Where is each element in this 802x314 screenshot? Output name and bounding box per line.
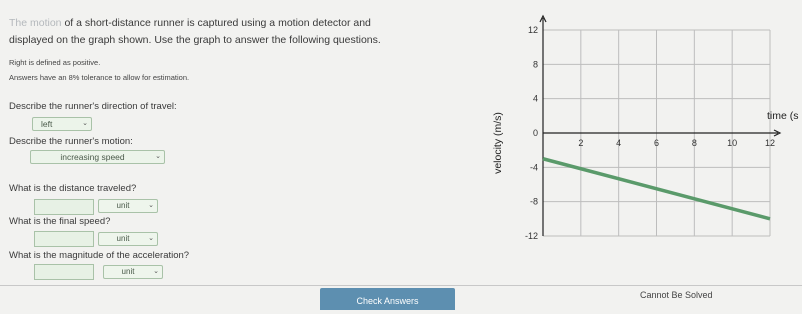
chevron-down-icon: ⌄: [153, 268, 159, 275]
cannot-be-solved-link[interactable]: Cannot Be Solved: [640, 290, 713, 300]
x-tick-label: 8: [691, 138, 697, 148]
check-answers-button[interactable]: Check Answers: [320, 288, 455, 310]
x-tick-label: 6: [653, 138, 660, 148]
acceleration-unit-value: unit: [121, 267, 135, 276]
x-tick-label: 2: [578, 138, 584, 148]
chevron-down-icon: ⌄: [82, 120, 88, 127]
footer-divider: [0, 285, 802, 286]
y-tick-label: -12: [524, 231, 538, 241]
chevron-down-icon: ⌄: [155, 153, 161, 160]
direction-value: left: [41, 119, 53, 129]
distance-prompt: What is the distance traveled?: [9, 183, 137, 194]
y-tick-label: -4: [529, 162, 538, 173]
x-axis-label: time (s: [767, 110, 799, 122]
note-positive-direction: Right is defined as positive.: [9, 58, 101, 67]
direction-prompt: Describe the runner's direction of travel:: [9, 101, 177, 112]
y-tick-label: -8: [529, 196, 538, 207]
x-tick-label: 4: [616, 138, 622, 148]
y-tick-label: 4: [532, 93, 538, 104]
x-tick-label: 10: [727, 138, 738, 148]
final-speed-prompt: What is the final speed?: [9, 216, 111, 227]
distance-unit-value: unit: [116, 201, 130, 210]
chart-axes: [540, 16, 780, 236]
final-speed-unit-value: unit: [116, 234, 130, 243]
y-axis-label: velocity (m/s): [492, 112, 504, 174]
x-tick-label: 12: [764, 138, 776, 148]
problem-line-1: The motion of a short-distance runner is captured using a motion detector and: [9, 17, 371, 29]
y-tick-label: 12: [527, 25, 538, 35]
acceleration-prompt: What is the magnitude of the acceleration?: [9, 250, 190, 261]
problem-line-2: displayed on the graph shown. Use the graph to answer the following questions.: [9, 34, 381, 46]
y-tick-label: 0: [532, 128, 538, 138]
y-tick-label: 8: [532, 59, 538, 70]
motion-value: increasing speed: [60, 152, 125, 162]
motion-prompt: Describe the runner's motion:: [9, 136, 133, 147]
chevron-down-icon: ⌄: [148, 202, 154, 209]
note-tolerance: Answers have an 8% tolerance to allow for estimation.: [9, 73, 190, 82]
chevron-down-icon: ⌄: [148, 235, 154, 242]
